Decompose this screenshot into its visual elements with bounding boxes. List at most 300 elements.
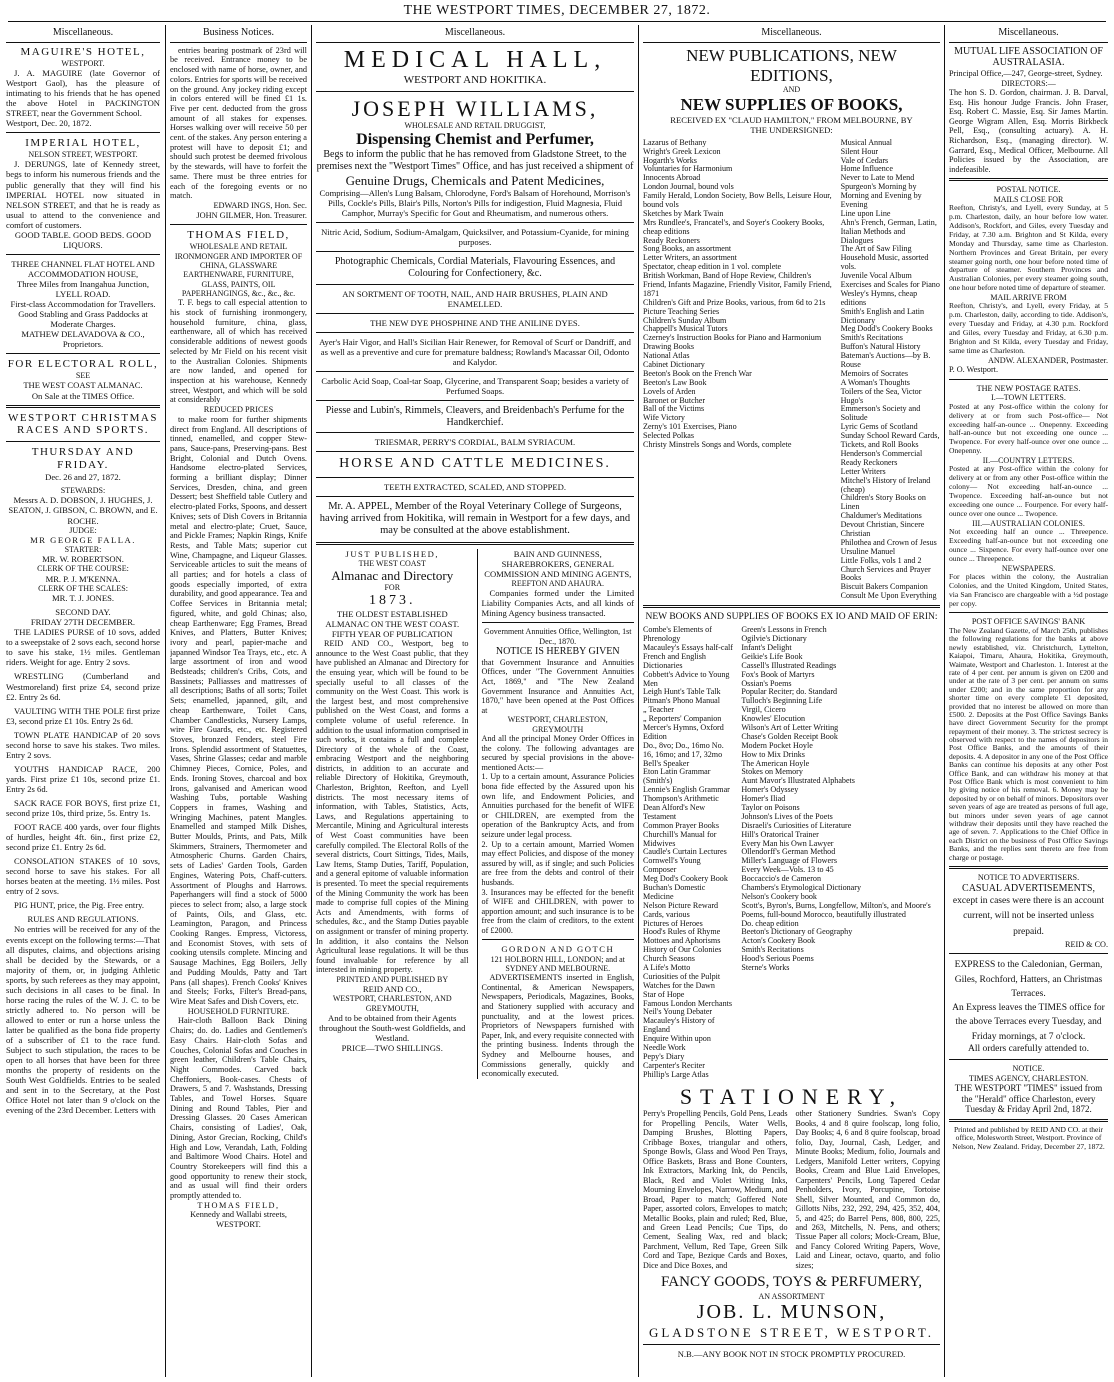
- household-heading: HOUSEHOLD FURNITURE.: [187, 1006, 290, 1016]
- casual-body: except in cases were there is an account current, will not be inserted unless prepaid.: [952, 896, 1105, 937]
- book-item: Do. cheap edition: [741, 918, 799, 928]
- divider: [316, 400, 634, 401]
- book-item: Dean Alford's New Testament: [643, 803, 706, 821]
- oldest: THE OLDEST ESTABLISHED ALMANAC ON THE WEST COAST.: [325, 609, 460, 630]
- notice-body: that Government Insurance and Annuities Offices, under "The Government Annuities Act, 1869," and "The New Zealand Government Insurance and Annuities Act, 1870," have been opened at the Post Offices at: [481, 657, 634, 715]
- appel: Mr. A. APPEL, Member of the Royal Veterinary College of Surgeons, having arrived from Hokitika, will remain in Westport for a few days, and may be consulted at the above establishment.: [319, 500, 631, 537]
- divider: [6, 132, 160, 133]
- electoral-almanac: THE WEST COAST ALMANAC.: [23, 380, 143, 391]
- ex-io-heading: NEW BOOKS AND SUPPLIES OF BOOKS EX IO AND MAID OF ERIN:: [645, 612, 938, 623]
- book-item: Henderson's Commercial Ready Reckoners: [840, 448, 923, 467]
- divider: [316, 477, 634, 478]
- book-item: Thompson's Arithmetic: [643, 794, 719, 804]
- maguire-body: J. A. MAGUIRE (late Governor of Westport Gaol), has the pleasure of intimating to his friends that he has opened the above Hotel in PACKINGTON STREET, near the Government School.: [6, 67, 160, 119]
- field-body-2: to make room for further shipments direct from England. All descriptions of tinned, enamelled, and copper Stew-pans, Sauce-pans, Preserving-pans. Best Bright, Colonial and Dutch Ovens. Handsome electro-plated Services, forming a brilliant display; Dinner Services, Dresden, china, and green Dessert; best Sheffield table Cutlery and electro-plated Forks, Spoons, and dessert Knives; sets of Dish Covers in Britannia metal and electro-plate; Cruet, Sauce, and Pickle Frames; Napkin Rings, Knife Rests, and Table Mats; superior cut Wine, Champagne, and Liqueur Glasses. Serviceable articles to suit the means of all parties; and for hotels a class of goods especially imported, of extra durability, and good appearance. Tea and Coffee Services in Britannia metal; figured, white, and gold Chinas; also, cheap Earthenware; Egg Frames, Bread Knives, and Platters, Butter Knives; ivory and pearl, papier-mache and japanned Windsor Tea Trays, etc., etc. A large assortment of iron and wood Bedsteads; children's Cribs, Cots, and Bassinets; Palliasses and mattresses of all descriptions; Baths of all sorts; Toilet Sets; enamelled, japanned, gilt, and cheap Earthenware, Toilet Cans, Chamber Candlesticks, Nursery Lamps, wire Fire Guards, etc., etc. Registered Stoves, bronzed Fenders, steel Fire Irons. Splendid assortment of Statuettes, Vases, Shrine Glasses; cedar and marble Chimney Pieces, Cornice, Poles, and Ends. Ironing Stoves, charcoal and box Irons, galvanised and American wood Washing Tubs, portable Washing Coppers in frames, Washing and Wringing Machines, patent Mangles. Enamelled and stamped Milk Dishes, Butter Moulds, Prints, and Pats, Milk Skimmers, Strainers, Thermometer and Atmospheric Churns. Garden Chairs, sets of Ladies' Garden Tools, Garden Engines, Watering Pots, Chaff-cutters. Assortment of Ploughs and Harrows. Paperhangers will find a stock of 5000 pieces to select from; also, a large stock of Paints, Oils, and Glass, etc. Leamington, Paragon, and Princess Cooking Ranges. Empress, Victoress, and Economist Stoves, with sets of cooking utensils complete. Mincing and Sausage Machines, Egg Boilers, Jelly and Pudding Moulds, Patty and Tart Pans (all shapes). French Cooks' Knives and Steels; Forks, Filter's Bread-pans, Wire Meat Safes and Dish Covers, etc.: [170, 414, 307, 1006]
- book-item: Cabinet Dictionary: [643, 360, 705, 370]
- masthead-rule: [8, 21, 1106, 22]
- imperial-body: J. DERUNGS, late of Kennedy street, begs to inform his numerous friends and the public generally that they will find his IMPERIAL HOTEL now situated in NELSON STREET, and that he is ready as usual to attend to the convenience and comfort of customers.: [6, 159, 160, 230]
- clerk-heading: CLERK OF THE COURSE:: [37, 564, 129, 574]
- savings-body: The New Zealand Gazette, of March 25th, publishes the following regulations for the banks at above newly established, viz. Christchurch, Lyttelton, Kaiapoi, Timaru, Ahaura, Hokitika, Greymouth, Waimate, Westport and Charleston. 1. Interest at the rate of 4 per cent. per annum is given on £200 and under at the rate of 3 per cent. per annum on sums under £200; and in the same proportion for any shorter time on every complete £1 deposited, provided that no interest be allowed on more than £500. 2. Deposits at the Post Office Savings Banks have direct Government Security for the prompt repayment of their money. 3. The strictest secrecy is observed with respect to the names of depositors in Post Office Banks, and the amounts of their deposits. 4. A depositor in any one of the Post Office Banks can continue his deposits at any other Post Office Bank, and can withdraw his money at that Post Office Bank which is most convenient to him by giving notice of his removal. 6. Money may be deposited by or on behalf of minors. Depositors over seven years of age are treated as persons of full age, but minors under seven years of age cannot withdraw their deposits until they have reached the age of seven. 7. Applications to the Chief Office in each District on the business of Post Office Savings Banks, and the replies sent thereto are free from charge or postage.: [949, 625, 1108, 862]
- field-body: T. F. begs to call especial attention to his stock of furnishing ironmongery, household furniture, china, glass, earthenware, all of which has received considerable additions of newest goods selected by Mr Field on his recent visit to the Australian Colonies. Shipments are now landed, and opened for inspection at his warehouse, Kennedy street, Westport, and which will be sold at considerably: [170, 298, 307, 405]
- three-channel-b1: First-class Accommodation for Travellers.: [10, 299, 156, 310]
- book-item: Boccaccio's de Cameron: [741, 874, 821, 884]
- book-item: Musical Annual: [840, 137, 893, 147]
- book-item: Curiosities of the Pulpit: [643, 971, 721, 981]
- field-title: THOMAS FIELD,: [187, 229, 290, 242]
- three-channel-title: THREE CHANNEL FLAT HOTEL AND ACCOMMODATION HOUSE,: [11, 258, 155, 279]
- mails-arrive-heading: MAIL ARRIVE FROM: [990, 293, 1067, 303]
- book-item: Cassell's Illustrated Readings: [741, 660, 837, 670]
- genuine-drugs: Genuine Drugs, Chemicals and Patent Medicines,: [345, 172, 605, 188]
- express-title: EXPRESS to the Caledonian, German, Giles, Rochford, Hatters, an Christmas Terraces.: [954, 960, 1103, 999]
- book-item: Enquire Within upon Needle Work: [643, 1034, 711, 1053]
- book-item: Sketches by Mark Twain: [643, 208, 724, 218]
- book-item: Watches for the Dawn: [643, 980, 715, 990]
- book-item: Church Services and Prayer Books: [840, 564, 931, 583]
- town-letters: I.—TOWN LETTERS.: [991, 393, 1066, 403]
- book-list-left: [643, 139, 833, 601]
- divider: [316, 313, 634, 314]
- just-published: JUST PUBLISHED,: [345, 548, 439, 559]
- book-item: Ollendorff's German Method: [741, 847, 836, 857]
- ayer: Ayer's Hair Vigor, and Hall's Sicilian Hair Renewer, for Removal of Scurf or Dandriff, and as well as a preventive and cure for premature baldness; Rowland's Macassar Oil, Odonto and Kalydor.: [319, 336, 631, 367]
- maguire-date: Westport, Dec. 20, 1872.: [6, 118, 92, 129]
- column-divider: [311, 25, 312, 1377]
- book-item: Consult Me Upon Everything: [840, 591, 937, 601]
- stationery-body: [643, 1109, 940, 1270]
- imprint: Printed and published by REID AND CO. at their office, Molesworth Street, Westport. Province of Nelson, New Zealand. Friday, December 27, 1872.: [952, 1124, 1105, 1152]
- williams-begs: Begs to inform the public that he has removed from Gladstone Street, to the premises next the "Westport Times" Office, and has just received a shipment of: [316, 149, 634, 173]
- book-item: Mottoes and Aphorisms: [643, 936, 721, 946]
- mutual-title: MUTUAL LIFE ASSOCIATION OF AUSTRALASIA.: [954, 45, 1103, 69]
- starter: MR. W. ROBERTSON.: [42, 554, 124, 565]
- dye: THE NEW DYE PHOSPHINE AND THE ANILINE DYES.: [370, 317, 580, 328]
- book-item: Emmerson's Society and Solitude: [840, 404, 921, 423]
- divider: [6, 254, 160, 255]
- three-channel-prop: MATHEW DELAVADOVA & CO., Proprietors.: [21, 329, 145, 350]
- williams-name: JOSEPH WILLIAMS,: [351, 95, 599, 121]
- west-coast: THE WEST COAST: [358, 558, 426, 568]
- book-item: Beeton's Law Book: [643, 377, 707, 387]
- column-divider: [638, 25, 639, 1377]
- book-item: Smith's English and Latin Dictionary: [840, 306, 925, 325]
- divider: [6, 405, 160, 408]
- po-westport: P. O. Westport.: [949, 365, 998, 375]
- book-item: A Woman's Thoughts: [840, 377, 910, 387]
- reid-body: REID AND CO., Westport, beg to announce to the West Coast public, that they have published an Almanac and Directory for the ensuing year, which will be found to be specially useful to all classes of the community on the West Coast. This work is the largest best, and most comprehensive published on the West Coast, and forms a complete volume of useful reference. In addition to the usual information comprised in such works, it contains a full and complete Directory of the whole of the Coast, embracing Westport and the neighboring districts, in addition to an accurate and reliable Directory of Hokitika, Greymouth, Charleston, Brighton, Reefton, and Lyell districts. The most necessary items of information, with Tables, Statistics, Acts, Laws, and Regulations appertaining to Mercantile, Mining and Agricultural interests of West Coast communities have been carefully compiled. The Electoral Rolls of the several districts, Court Sittings, Tides, Mails, Law Items, Stamp Duties, Tariff, Population, and a general epitome of valuable information is presented. To meet the special requirements of the Mining Community the work has been made to comprise full copies of the Mining Acts and Amendments, with forms of schedules, &c., and the Stamp Duties payable on assignment or transfer of mining property. In addition, it also contains the Nelson Agricultural lease regulations. It will be thus found invaluable for reference by all interested in mining property.: [316, 639, 469, 975]
- book-item: Leigh Hunt's Table Talk: [643, 687, 721, 697]
- book-item: Tulloch's Beginning Life: [741, 696, 823, 706]
- mails-close-body: Reefton, Christy's, and Lyell, every Sunday, at 5 p.m. Charleston, daily, an hour before low water. Addison's, Rockfort, and Giles, every Tuesday and Friday, at 7.30 a.m. Brighton and St Kilda, every Monday and Thursday, same time as Charleston. Northern Provinces and Great Britain, per every steamer going north, one hour before noted time of departure of steamer. Southern Provinces and Australian Colonies, per every steamer going south, one hour before noted time of departure of steamer.: [949, 203, 1108, 293]
- book-item: Lennie's English Grammar: [643, 785, 730, 795]
- book-item: Geikie's Life Book: [741, 651, 803, 661]
- mutual-principal: Principal Office,—247, George-street, Sydney.: [949, 69, 1103, 79]
- divider: [482, 622, 635, 623]
- column-heading: Business Notices.: [170, 25, 307, 43]
- orders: All orders carefully attended to.: [967, 1043, 1090, 1054]
- book-item: Fox's Book of Martyrs: [741, 669, 815, 679]
- divider: [949, 1119, 1108, 1122]
- maguire-title: MAGUIRE'S HOTEL,: [20, 45, 146, 58]
- gordon-title: GORDON AND GOTCH: [501, 944, 615, 955]
- mails-close-heading: MAILS CLOSE FOR: [993, 194, 1064, 204]
- imperial-title: IMPERIAL HOTEL,: [25, 137, 141, 150]
- book-item: Sunday School Reward Cards, Tickets, and Roll Books: [840, 431, 940, 450]
- book-item: Every Week—Vols. 13 to 45: [741, 865, 834, 875]
- reid-places: WESTPORT, CHARLESTON, AND GREYMOUTH,: [332, 994, 452, 1013]
- book-item: Toilers of the Sea, Victor Hugo's: [840, 386, 922, 405]
- reid-name: REID AND CO.,: [362, 984, 422, 995]
- book-item: Ball of the Victims: [643, 404, 705, 414]
- bain-places: REEFTON AND AHAURA.: [511, 578, 605, 588]
- race-list: [6, 627, 160, 910]
- book-item: Line upon Line: [840, 208, 891, 218]
- book-item: Meg Dodd's Cookery Books: [840, 324, 933, 334]
- book-item: National Atlas: [643, 351, 690, 361]
- book-item: Vale of Cedars: [840, 155, 889, 165]
- book-item: Homer's Iliad: [741, 794, 786, 804]
- column-heading: Miscellaneous.: [643, 25, 940, 43]
- stationery-left: Perry's Propelling Pencils, Gold Pens, Leads for Propelling Pencils, Water Wells, Damping Brushes, Blotting Papers, Cribbage Boxes, triangular and others, Sponge Bowls, Glass and Wood Pen Trays, Office Baskets, Brass and Bone Counters, Ink Extractors, Marking Ink, do Pencils, Black, Red and Violet Writing Inks, Mourning Envelopes, Narrow, Medium, and Broad, Paper to match; Goffered Note Paper, assorted colors, Envelopes to match; Metallic Books, plain and ruled; Red, Blue, and Green Lead Pencils; Cue Tips, do Cement, Sealing Wax, red and black; Parchment, Vellum, Red Tape, Green Silk Cord and Tape, Bezique Cards and Boxes, Dice and Dice Boxes, and: [643, 1109, 788, 1270]
- book-item: Mitchel's History of Ireland (cheap): [840, 475, 931, 494]
- race-item: CONSOLATION STAKES of 10 sovs, second horse to save his stakes. For all horses beaten at the meeting. 1½ miles. Post entry of 2 sovs.: [6, 856, 160, 897]
- assortment: AN ASSORTMENT: [758, 1291, 825, 1301]
- starter-heading: STARTER:: [64, 544, 102, 554]
- divider: [316, 284, 634, 285]
- gordon-body: ADVERTISEMENTS inserted in English, Continental, & American Newspapers, Newspapers, Periodicals, Magazines, Books, and Stationery supplied with accuracy and punctuality, and at the lowest prices. Proprietors of Newspapers furnished with Paper, Ink, and every requisite connected with the printing business. Indents through the Sydney and Melbourne houses, and Commissions generally, quickly and economically executed.: [481, 973, 634, 1079]
- australian-colonies: III.—AUSTRALIAN COLONIES.: [972, 518, 1085, 528]
- race-item: PIG HUNT, price, the Pig. Free entry.: [14, 900, 145, 911]
- column-heading: Miscellaneous.: [6, 25, 160, 43]
- directors: The hon S. D. Gordon, chairman. J. B. Darval, Esq. His honour Judge Francis. John Fraser, Esq. Robert C. Massie, Esq. Sir James Martin. George Wigram Allen, Esq. Morris Birkbeck Pell, Esq., (consulting actuary). A. H. Richardson, Esq., (managing director). W. Garrard, Esq., Medical Officer, Melbourne. All Policies issued by the Association, are indefeasible.: [949, 88, 1108, 174]
- column-heading: Miscellaneous.: [316, 25, 634, 43]
- electoral-sale: On Sale at the TIMES Office.: [31, 390, 135, 401]
- book-item: French and English Dictionaries: [643, 651, 706, 670]
- book-item: Ursuline Manuel: [840, 546, 896, 556]
- book-item: Hogarth's Works: [643, 155, 697, 165]
- book-item: Neil's Young Debater: [643, 1007, 713, 1017]
- book-item: Green's Lessons in French: [741, 625, 827, 635]
- book-item: Wright's Greek Lexicon: [643, 146, 721, 156]
- country-body: Posted at any Post-office within the colony for delivery at or from any other Post-office within the colony— Not exceeding half-an-ounce ... Twopence. Exceeding half-an-ounce but not exceeding one ounce ... Fourpence. For every half-ounce over one ounce ... Twopence.: [949, 464, 1108, 518]
- book-item: Mercer's Hymns, Oxford Edition: [643, 722, 724, 741]
- book-item: Exercises and Scales for Piano: [840, 280, 940, 290]
- book-item: Pitman's Phono Manual: [643, 696, 721, 706]
- book-item: Silent Hour: [840, 146, 879, 156]
- book-item: Church Seasons: [643, 954, 695, 964]
- book-item: Letter Writers: [840, 466, 886, 476]
- household-body: Hair-cloth Balloon Back Dining Chairs; do. do. Ladies and Gentlemen's Easy Chairs. Hair-cloth Sofas and Couches, Colonial Sofas and Couches in green leather, Children's Table Chairs, Night Commodes. Carved back Cheffoniers, Book-cases. Chests of Drawers, 5 and 7. Washstands, Dressing Tables, and Towel Horses. Square Dining and Round Tables, Pier and Dressing Glasses. 20 Cases American Chairs, consisting of Ladies', Oak, Dining, Astor Grecian, Rocking, Child's High and Low, Verandah, Lath, Folding and Baltimore Wood Chairs. Hotel and Country Storekeepers will find this a good opportunity to renew their stock, and as usual will find their orders promptly attended to.: [170, 1016, 307, 1201]
- col3-split: [316, 549, 634, 1079]
- book-item: Hill's Oratorical Trainer: [741, 829, 819, 839]
- book-item: Taylor on Poisons: [741, 803, 800, 812]
- book-item: Baronet or Butcher: [643, 395, 706, 405]
- book-item: Household Music, assorted vols.: [840, 253, 929, 272]
- book-item: Devout Christian, Sincere Christian: [840, 520, 925, 538]
- casual-title: CASUAL ADVERTISEMENTS,: [962, 882, 1095, 894]
- bain-title: BAIN AND GUINNESS, SHAREBROKERS, GENERAL COMMISSION AND MINING AGENTS,: [484, 548, 632, 579]
- medical-places: WESTPORT AND HOKITIKA.: [403, 73, 547, 86]
- book-item: Scott's, Byron's, Burns, Longfellow, Milton's, and Moore's Poems, full-bound Morocco, beautifully illustrated: [741, 900, 931, 919]
- book-item: Smith's Recitations: [840, 333, 903, 343]
- book-item: Children's Story Books on Linen: [840, 493, 926, 512]
- second-day: SECOND DAY.: [55, 607, 111, 618]
- divider: [949, 379, 1108, 380]
- new-postage-heading: THE NEW POSTAGE RATES.: [976, 383, 1081, 393]
- book-item: Smith's Recitations: [741, 945, 804, 955]
- notice-point: 3. Insurances may be effected for the benefit of WIFE and CHILDREN, with power to apportion amount; and such insurance is to be free from the claim of creditors, to the extent of £2000.: [481, 887, 634, 935]
- book-item: Spurgeon's Morning by Morning and Evening by Evening: [840, 182, 922, 209]
- photographic: Photographic Chemicals, Cordial Materials, Flavouring Essences, and Colouring for Confectionery, &c.: [334, 256, 616, 279]
- book-item: Hood's Serious Poems: [741, 954, 814, 964]
- book-item: Lazarus of Bethany: [643, 137, 707, 147]
- book-item: Letter Writers, an assortment: [643, 253, 737, 263]
- imperial-tail: GOOD TABLE. GOOD BEDS. GOOD LIQUORS.: [14, 229, 152, 250]
- book-item: Picture Teaching Series: [643, 306, 720, 316]
- signature-treasurer: JOHN GILMER, Hon. Treasurer.: [196, 210, 307, 220]
- carbolic: Carbolic Acid Soap, Coal-tar Soap, Glycerine, and Transparent Soap; besides a variety of Perfumed Soaps.: [321, 375, 629, 396]
- maguire-place: WESTPORT.: [61, 58, 105, 68]
- book-item: Infant's Delight: [741, 642, 792, 652]
- book-item: Macauley's History of England: [643, 1016, 715, 1035]
- divider: [316, 251, 634, 252]
- race-rules-continued: entries bearing postmark of 23rd will be received. Entrance money to be enclosed with name of horse, owner, and colors. Entries for sports will be received on the ground. Any jockey riding except in colors entered will be fined £1 1s. Five per cent. deducted from the gross amount of all stakes for expenses. Horses walking over will receive 50 per cent. of the stakes. Any person entering a protest will have to deposit £1; and should such protest be deemed frivolous by the stewards, will have to forfeit the same. There must be three entries for each of the foregoing events or no match.: [170, 45, 307, 201]
- divider: [949, 866, 1108, 869]
- book-item: Aunt Mavor's Illustrated Alphabets: [741, 776, 855, 786]
- book-item: Nelson's Cookery book: [741, 891, 817, 901]
- mails-arrive-body: Reefton, Christy's, and Lyell, every Friday, at 5 p.m. Charleston, daily, according to tide. Addison's, every Tuesday and Friday, at 4.30 p.m. Rockford and Giles, every Tuesday and Friday, at 6.30 p.m. Brighton and St Kilda, every Tuesday and Friday, same time as Charleston.: [949, 301, 1108, 355]
- stewards: Messrs A. D. DOBSON, J. HUGHES, J. SEATON, J. GIBSON, C. BROWN, and E. ROCHE.: [8, 495, 158, 526]
- stationery-right: other Stationery Sundries. Swan's Copy Books, 4 and 8 quire foolscap, long folio, Day Books; 4, 6 and 8 quire foolscap, broad folio, Day, Journal, Cash, Ledger, and Minute Books; Medium, folio, Journals and Ledgers, Manifold Letter writers, Copying Books, Cream and Blue Laid Envelopes, Carpenters' Pencils, Long Tapered Cedar Penholders, Ivory, Porcupine, Tortoise Shell, Silver Mounted, and Common do, Gillotts Nibs, 232, 292, 294, 425, 352, 404, 5, and 425; do Barrel Pens, 808, 800, 225, and 263, Mitchells, N. Pens, and others; Tissue Paper all colors; Mock-Cream, Blue, and Fancy Colored Writing Papers, Wove, Laid and Linear, octavo, quarto, and folio sizes;: [795, 1109, 940, 1270]
- bain-column: [477, 549, 635, 1079]
- race-item: VAULTING WITH THE POLE first prize £3, second prize £1 10s. Entry 2s 6d.: [6, 705, 160, 726]
- book-item: Eton Latin Grammar (Smith's): [643, 767, 711, 786]
- book-item: A Life's Motto: [643, 963, 691, 973]
- races-dates: Dec. 26 and 27, 1872.: [45, 472, 121, 482]
- divider: [316, 332, 634, 333]
- fifth-year: FIFTH YEAR OF PUBLICATION: [331, 629, 453, 640]
- fancy-goods: FANCY GOODS, TOYS & PERFUMERY,: [661, 1274, 922, 1291]
- book-list-right: [841, 139, 940, 601]
- book-item: Common Prayer Books: [643, 820, 719, 830]
- book-item: Beeton's Dictionary of Geography: [741, 927, 853, 937]
- masthead: THE WESTPORT TIMES, DECEMBER 27, 1872.: [403, 3, 711, 18]
- three-channel-b2: Good Stabling and Grass Paddocks at Moderate Charges.: [18, 309, 148, 330]
- newspapers-body: For places within the colony, the Australian Colonies, and the United Kingdom, United States, via San Francisco are chargeable with a ½d postage per copy.: [949, 571, 1108, 608]
- race-item: YOUTHS HANDICAP RACE, 200 yards. First prize £1 10s, second prize £1. Entry 2s 6d.: [6, 763, 160, 794]
- divider: [316, 91, 634, 92]
- australian-body: Not exceeding half an ounce ... Threepence. Exceeding half-an-ounce but not exceeding one ounce ... Sixpence. For every half-ounce over one ounce ... Threepence.: [949, 527, 1108, 563]
- book-item: Buffon's Natural History: [840, 342, 921, 352]
- book-item: Star of Hope: [643, 989, 685, 999]
- book-item: Popular Reciter; do. Standard: [741, 687, 838, 697]
- book-item: Sterne's Works: [741, 963, 790, 973]
- book-item: Never to Late to Mend: [840, 173, 915, 183]
- divider: [316, 222, 634, 223]
- horse-cattle: HORSE AND CATTLE MEDICINES.: [339, 456, 611, 472]
- book-item: Johnson's Lives of the Poets: [741, 811, 833, 821]
- race-item: WRESTLING (Cumberland and Westmoreland) first prize £4, second prize £2. Entry 2s 6d.: [6, 671, 160, 702]
- column-divider: [165, 25, 166, 1377]
- book-item: Churchill's Manual for Midwives: [643, 829, 717, 848]
- book-item: Phillip's Large Atlas: [643, 1069, 709, 1079]
- book-item: Christy Minstrels Songs and Words, complete: [643, 440, 792, 450]
- book-item: Do., 8vo; Do., 16mo No. 16, 16mo; and 17, 32mo: [643, 740, 724, 759]
- dispensing-title: Dispensing Chemist and Perfumer,: [356, 130, 594, 148]
- almanac-year: 1873.: [369, 592, 416, 608]
- book-item: British Workman, Band of Hope Review, Children's Friend, Infants Magazine, Friendly Visitor, Family Friend, 1871: [643, 271, 832, 298]
- divider: [316, 496, 634, 497]
- book-item: Chambers's Etymological Dictionary: [741, 883, 862, 893]
- rules-body: No entries will be received for any of the events except on the following terms:—That all disputes, claims, and objections arising shall be decided by the Stewards, or a majority of them, or, in judging Athletic sports, by such referees as they may appoint, such decisions in all cases to be final. In horse racing the rules of the W. J. C. to be strictly adhered to. No person will be allowed to enter or run a horse unless the latter be qualified as the bona fide property of a subscriber of £1 to the race fund. Subject to such stipulation, the races to be open to all horses that have been for three months the property of residents on the South West Goldfields. Entries to be sealed and sent in to the Secretary, at the Post Office Hotel not later than 9 o'clock on the evening of the 23rd December. Letters with: [6, 924, 160, 1116]
- munson-address: GLADSTONE STREET, WESTPORT.: [648, 1324, 935, 1340]
- book-item: Caudle's Curtain Lectures: [643, 847, 727, 857]
- almanac-ad: [316, 549, 469, 1079]
- comprising: Comprising—Allen's Lung Balsam, Chlorodyne, Ford's Balsam of Horehound, Morrison's Pills, Cockle's Pills, Blair's Pills, Norton's Pills for indigestion, Fluid Magnesia, Fluid Camphor, Murray's Specific for Gout and Rheumatism, and numerous others.: [319, 188, 631, 219]
- book-item: Combe's Elements of Phrenology: [643, 625, 712, 644]
- book-list-1: [643, 139, 940, 601]
- postmaster: ANDW. ALEXANDER, Postmaster.: [987, 355, 1108, 365]
- book-item: Song Books, an assortment: [643, 244, 732, 254]
- town-body: Posted at any Post-office within the colony for delivery at or from such Post-office— Not exceeding half-an-ounce ... Onepenny. Exceeding half-an-ounce but not exceeding one ounce ... Twopence. For every half-ounce over one ounce ... Onepenny.: [949, 401, 1108, 456]
- notice-point: 1. Up to a certain amount, Assurance Policies bona fide effected by the Assured upon his own life, and Endowment Policies, and Annuities purchased for the benefit of WIFE or CHILDREN, are exempted from the operation of the Bankruptcy Acts, and from seizure under legal process.: [481, 772, 634, 839]
- notice-heading: NOTICE.: [1012, 1063, 1045, 1073]
- friday: FRIDAY 27TH DECEMBER.: [30, 617, 136, 628]
- book-item: Beeton's Book on the French War: [643, 368, 752, 378]
- book-item: Family Herald, London Society, Bow Bells, Leisure Hour, bound vols: [643, 191, 832, 209]
- book-item: Stokes on Memory: [741, 767, 803, 777]
- column-3: [316, 25, 634, 1377]
- book-item: Lyric Gems of Scotland: [840, 422, 918, 432]
- book-item: Selected Polkas: [643, 431, 695, 441]
- electoral-see: SEE: [75, 371, 91, 381]
- book-item: „ Teacher: [643, 705, 674, 715]
- book-item: The Art of Saw Filing: [840, 244, 912, 254]
- book-item: Knowles' Elocution: [741, 714, 806, 724]
- divider: [316, 371, 634, 372]
- supplies-title: NEW SUPPLIES OF BOOKS,: [680, 94, 903, 114]
- price: PRICE—TWO SHILLINGS.: [341, 1043, 443, 1054]
- book-item: Hood's Rules of Rhyme: [643, 927, 721, 937]
- postal-notice: POSTAL NOTICE.: [996, 185, 1061, 195]
- brushes: AN SORTMENT OF TOOTH, NAIL, AND HAIR BRUSHES, PLAIN AND ENAMELLED.: [342, 288, 608, 309]
- book-item: Little Folks, vols 1 and 2: [840, 555, 922, 565]
- three-channel-sub: Three Miles from Inangahua Junction, LYELL ROAD.: [17, 278, 149, 299]
- electoral-title: FOR ELECTORAL ROLL,: [7, 358, 159, 371]
- express-body: An Express leaves the TIMES office for the above Terraces every Tuesday, and Friday mornings, at 7 o'clock.: [952, 1003, 1105, 1042]
- races-title: WESTPORT CHRISTMAS RACES AND SPORTS.: [8, 411, 158, 437]
- book-item: Bell's Speaker: [643, 758, 690, 768]
- divider: [6, 353, 160, 354]
- advertisers-heading: NOTICE TO ADVERTISERS.: [977, 872, 1080, 882]
- gordon-address: 121 HOLBORN HILL, LONDON; and at SYDNEY AND MELBOURNE.: [490, 954, 625, 973]
- book-item: Pictures of Heroes: [643, 918, 703, 928]
- judge-heading: JUDGE:: [69, 525, 97, 535]
- book-item: Wilson's Art of Letter Writing: [741, 722, 839, 732]
- imperial-place: NELSON STREET, WESTPORT.: [28, 150, 138, 160]
- stewards-heading: STEWARDS:: [60, 486, 106, 496]
- judge: MR GEORGE FALLA.: [30, 534, 136, 545]
- divider: [482, 939, 635, 940]
- races-days: THURSDAY AND FRIDAY.: [31, 446, 135, 472]
- medical-hall-title: MEDICAL HALL,: [343, 46, 607, 73]
- book-item: Nelson Picture Reward Cards, various: [643, 900, 719, 919]
- column-heading: Miscellaneous.: [949, 25, 1108, 43]
- rules-heading: RULES AND REGULATIONS.: [27, 914, 139, 925]
- book-item: Children's Gift and Prize Books, various, from 6d to 21s: [643, 297, 826, 307]
- book-item: Buchan's Domestic Medicine: [643, 883, 706, 901]
- book-list-right: [741, 626, 940, 1079]
- book-item: Home Influence: [840, 164, 893, 174]
- divider: [6, 441, 160, 442]
- book-item: Wife Victory: [643, 413, 685, 423]
- book-list-left: [643, 626, 733, 1079]
- book-item: Voluntaries for Harmonium: [643, 164, 733, 174]
- new-publications-title: NEW PUBLICATIONS, NEW EDITIONS,: [686, 45, 897, 85]
- bain-body: Companies formed under the Limited Liability Companies Acts, and all kinds of Mining Agency business transacted.: [481, 588, 634, 619]
- notice-places: WESTPORT, CHARLESTON, GREYMOUTH: [507, 715, 608, 734]
- divider: [316, 432, 634, 433]
- race-item: THE LADIES PURSE of 10 sovs, added to a sweepstake of 2 sovs each, second horse to save his stake, 1½ miles. Gentleman riders. Weight for age. Entry 2 sovs.: [6, 627, 160, 668]
- divider: [949, 1059, 1108, 1060]
- book-item: Disraeli's Curiosities of Literature: [741, 820, 852, 830]
- scales: MR. T. J. JONES.: [52, 593, 114, 604]
- notice-title: NOTICE IS HEREBY GIVEN: [495, 646, 620, 658]
- book-item: Zerny's 101 Exercises, Piano: [643, 422, 737, 432]
- reid-tail: And to be obtained from their Agents throughout the South-west Goldfields, and Westland.: [319, 1013, 466, 1044]
- book-item: Acton's Cookery Book: [741, 936, 816, 946]
- country-letters: II.—COUNTRY LETTERS.: [982, 456, 1075, 466]
- almanac-title: Almanac and Directory: [331, 568, 454, 584]
- stationery-title: STATIONERY,: [679, 1083, 904, 1109]
- column-2: [170, 25, 307, 1377]
- book-item: Ossian's Poems: [741, 678, 792, 688]
- field-address: Kennedy and Wallabi streets, WESTPORT.: [190, 1210, 287, 1230]
- times-agency: TIMES AGENCY, CHARLESTON.: [968, 1073, 1089, 1083]
- book-item: Chappell's Musical Tutors: [643, 324, 728, 334]
- divider: [949, 953, 1108, 954]
- book-item: Modern Pocket Hoyle: [741, 740, 813, 750]
- book-item: Ready Reckoners: [643, 235, 700, 245]
- book-item: Pepy's Diary: [643, 1051, 685, 1061]
- book-item: Ogilvie's Dictionary: [741, 634, 807, 644]
- directors-heading: DIRECTORS:—: [1001, 78, 1056, 88]
- signature-secretary: EDWARD INGS, Hon. Sec.: [213, 200, 307, 210]
- teeth: TEETH EXTRACTED, SCALED, AND STOPPED.: [384, 481, 566, 492]
- book-item: Mrs Rundlee's, Francatel's, and Soyer's Cookery Books, cheap editions: [643, 217, 825, 236]
- book-item: Homer's Odyssey: [741, 785, 799, 795]
- book-item: Juvenile Vocal Album: [840, 271, 912, 281]
- nb-note: N.B.—ANY BOOK NOT IN STOCK PROMPTLY PROCURED.: [677, 1348, 906, 1359]
- almanac-for: FOR: [384, 583, 401, 593]
- undersigned: THE UNDERSIGNED:: [750, 124, 833, 135]
- book-item: Chase's Golden Receipt Book: [741, 731, 838, 741]
- book-item: How to Mix Drinks: [741, 749, 805, 759]
- book-item: Chaldumer's Meditations: [840, 511, 922, 521]
- book-item: Biscuit Bakers Companion: [840, 582, 928, 592]
- book-item: Famous London Merchants: [643, 998, 733, 1008]
- field-sub: WHOLESALE AND RETAIL IRONMONGER AND IMPORTER OF CHINA, GLASSWARE EARTHENWARE, FURNITURE, GLASS, PAINTS, OIL PAPERHANGINGS, &c., &c., &c.: [174, 242, 303, 298]
- field-signature: THOMAS FIELD,: [197, 1200, 280, 1210]
- government-heading: Government Annuities Office, Wellington, 1st Dec., 1870.: [484, 627, 632, 646]
- column-1: [6, 25, 160, 1377]
- divider: [316, 451, 634, 452]
- book-item: Lovels of Arden: [643, 386, 696, 396]
- reid-co: REID & CO.: [1065, 939, 1108, 949]
- book-item: Meg Dod's Cookery Book: [643, 874, 728, 884]
- scales-heading: CLERK OF THE SCALES:: [38, 583, 128, 593]
- piesse: Piesse and Lubin's, Rimmels, Cleavers, and Breidenbach's Perfume for the Handkerchief.: [325, 405, 625, 428]
